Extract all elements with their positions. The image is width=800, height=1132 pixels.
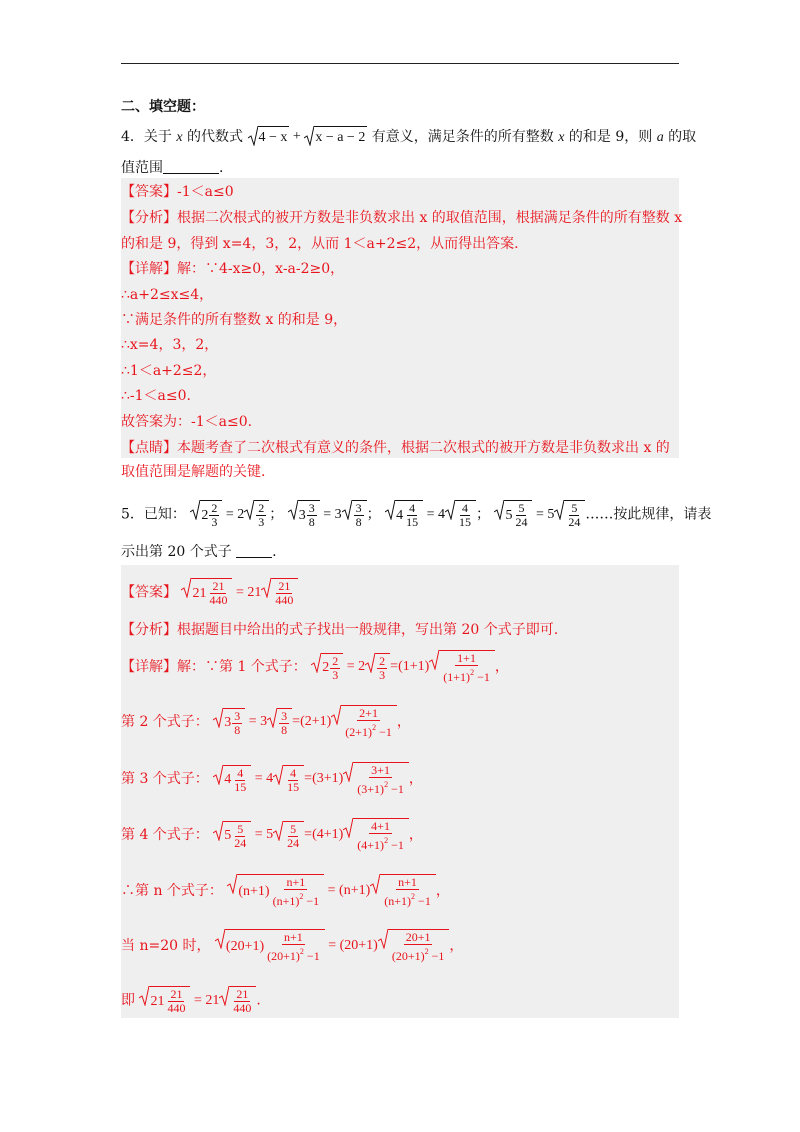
answer-blank bbox=[163, 159, 219, 174]
q5-detail-row4: 第 4 个式子： 5 5 24 = 5 5 24 =(4+1) 4+1 $(4+1)^2 -1$ ， bbox=[121, 819, 423, 852]
q4-analysis-line2: 的和是 9，得到 x=4，3，2，从而 1＜a+2≤2，从而得出答案. bbox=[121, 236, 519, 252]
q4-answer: 【答案】-1＜a≤0 bbox=[121, 184, 234, 200]
q5-detail-row1: 【详解】解：∵第 1 个式子： 2 2 3 = 2 2 3 =(1+1) 1+1 $(1+1)^2 -1$ ， bbox=[121, 651, 509, 684]
q5-number: 5． bbox=[121, 506, 144, 523]
q5-stem-line1: 5．已知： 2 2 3 = 2 2 3 ； 3 3 8 = 3 3 8 ； 4 4 15 = 4 4 15 ； 5 5 24 = 5 5 24 ……按此规律，请表 bbox=[121, 501, 712, 529]
q4-expression: 4 − x + x − a − 2 bbox=[248, 126, 368, 148]
q4-number: 4． bbox=[121, 129, 144, 145]
q4-detail-line3: ∵满足条件的所有整数 x 的和是 9， bbox=[121, 312, 348, 328]
q5-detail-row2: 第 2 个式子： 3 3 8 = 3 3 8 =(2+1) 2+1 $(2+1)^2 -1$ ， bbox=[121, 706, 411, 739]
answer-blank bbox=[236, 543, 272, 558]
q5-example-2: 3 3 8 = 3 3 8 bbox=[288, 500, 367, 529]
q4-analysis-line1: 【分析】根据二次根式的被开方数是非负数求出 x 的取值范围，根据满足条件的所有整数 x bbox=[121, 210, 683, 226]
q4-detail-line5: ∴1＜a+2≤2， bbox=[121, 363, 217, 379]
q4-detail-line4: ∴x=4，3，2， bbox=[121, 337, 219, 353]
q4-detail-line7: 故答案为：-1＜a≤0. bbox=[121, 414, 253, 430]
q5-example-4: 5 5 24 = 5 5 24 bbox=[494, 500, 585, 529]
q4-comment-line1: 【点睛】本题考查了二次根式有意义的条件，根据二次根式的被开方数是非负数求出 x 的 bbox=[121, 440, 670, 456]
q5-analysis: 【分析】根据题目中给出的式子找出一般规律，写出第 20 个式子即可. bbox=[121, 622, 559, 638]
q4-detail-line6: ∴-1＜a≤0. bbox=[121, 388, 191, 404]
q4-stem-line1: 4．关于 x 的代数式 4 − x + x − a − 2 有意义，满足条件的所有整数 x 的和是 9，则 a 的取 bbox=[121, 126, 696, 148]
q4-stem-line2: 值范围 . bbox=[121, 160, 224, 176]
header-rule bbox=[121, 63, 679, 64]
q4-detail-line1: 【详解】解：∵4-x≥0，x-a-2≥0， bbox=[121, 261, 345, 277]
q5-final: 即 21 21 440 = 21 21 440 . bbox=[121, 987, 261, 1015]
q5-detail-row-n: ∴第 n 个式子： (n+1) n+1 $(n+1)^2 -1$ = (n+1) n+1 $(n+1)^2 -1$ ， bbox=[121, 875, 450, 908]
q5-example-3: 4 4 15 = 4 4 15 bbox=[385, 500, 476, 529]
q5-answer: 【答案】 21 21 440 = 21 21 440 bbox=[121, 578, 298, 607]
q5-detail-row-20: 当 n=20 时， (20+1) n+1 $(20+1)^2 -1$ = (20+1) 20+1 $(20+1)^2 -1$ ， bbox=[121, 930, 464, 963]
q5-stem-line2: 示出第 20 个式子 . bbox=[121, 544, 277, 560]
q5-detail-row3: 第 3 个式子： 4 4 15 = 4 4 15 =(3+1) 3+1 $(3+1)^2 -1$ ， bbox=[121, 763, 423, 796]
q4-comment-line2: 取值范围是解题的关键. bbox=[121, 464, 266, 480]
q5-example-1: 2 2 3 = 2 2 3 bbox=[190, 500, 269, 529]
section-title: 二、填空题： bbox=[121, 99, 205, 115]
q4-detail-line2: ∴a+2≤x≤4， bbox=[121, 287, 214, 303]
